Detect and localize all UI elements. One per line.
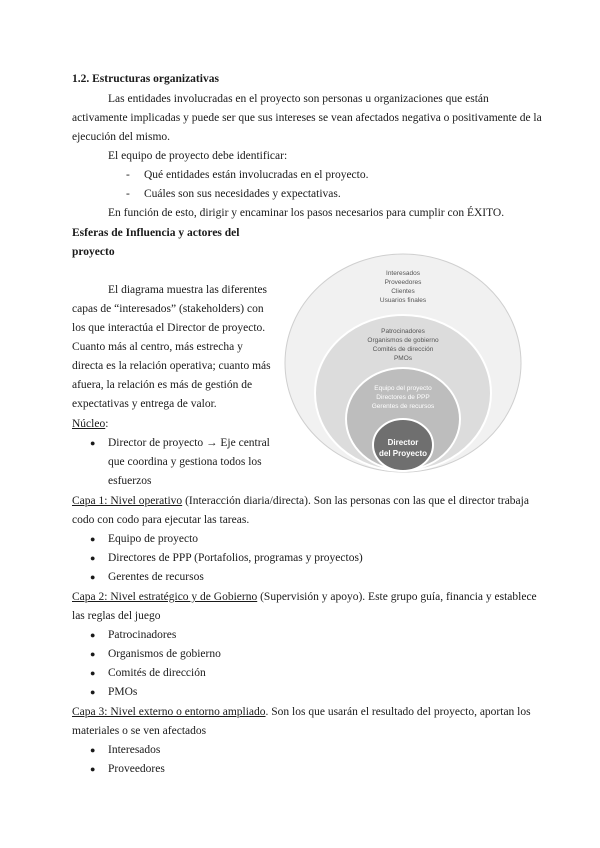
nucleo-item-2: que coordina y gestiona todos los [108, 456, 262, 468]
spheres-body-6: afuera, la relación es más de gestión de [72, 379, 253, 391]
capa-2-item-3: Comités de dirección [108, 667, 206, 679]
capa-2-cont: las reglas del juego [72, 610, 161, 622]
capa-2-label: Capa 2: Nivel estratégico y de Gobierno [72, 591, 258, 603]
operative-label-1: Equipo del proyecto [374, 385, 432, 392]
dash-marker: - [126, 188, 130, 200]
intro-line-2: activamente implicadas y puede ser que sus intereses se vean afectados negativa o positivamente de la [72, 112, 542, 124]
nucleo-label: Núcleo [72, 418, 106, 430]
bullet-dot: ● [90, 438, 96, 448]
bullet-dot: ● [90, 668, 96, 678]
spheres-body-1: El diagrama muestra las diferentes [108, 284, 268, 296]
capa-1-item-2: Directores de PPP (Portafolios, programas y proyectos) [108, 552, 363, 564]
outer-label-3: Clientes [391, 288, 415, 295]
outer-label-4: Usuarios finales [379, 297, 427, 304]
capa-3-item-1: Interesados [108, 744, 161, 756]
closing-text: En función de esto, dirigir y encaminar los pasos necesarios para cumplir con ÉXITO. [108, 207, 505, 219]
capa-2-rest: (Supervisión y apoyo). Este grupo guía, financia y establece [257, 591, 537, 603]
capa-3-rest: . Son los que usarán el resultado del proyecto, aportan los [265, 706, 531, 718]
capa-2-line [72, 590, 537, 604]
spheres-body-7: expectativas y entrega de valor. [72, 398, 217, 410]
bullet-dot: ● [90, 687, 96, 697]
strategic-label-4: PMOs [393, 355, 413, 362]
spheres-body-3: los que interactúa el Director de proyecto. [72, 322, 266, 334]
dash-item-2: Cuáles son sus necesidades y expectativas. [144, 188, 341, 200]
bullet-dot: ● [90, 572, 96, 582]
operative-label-2: Directores de PPP [376, 394, 430, 401]
strategic-label-1: Patrocinadores [381, 328, 425, 335]
capa-3-line [72, 705, 531, 719]
spheres-heading-line-1: Esferas de Influencia y actores del [72, 227, 240, 239]
operative-label-3: Gerentes de recursos [371, 403, 435, 410]
spheres-body-5: directa es la relación operativa; cuanto más [72, 360, 271, 372]
bullet-dot: ● [90, 534, 96, 544]
section-heading: 1.2. Estructuras organizativas [72, 73, 219, 85]
capa-1-item-1: Equipo de proyecto [108, 533, 199, 545]
intro-line-3: ejecución del mismo. [72, 131, 171, 143]
spheres-body-4: Cuanto más al centro, más estrecha y [72, 341, 243, 353]
capa-1-item-3: Gerentes de recursos [108, 571, 204, 583]
spheres-body-2: capas de “interesados” (stakeholders) con [72, 303, 264, 315]
capa-3-item-2: Proveedores [108, 763, 165, 775]
nucleo-heading [72, 417, 108, 431]
capa-3-label: Capa 3: Nivel externo o entorno ampliado [72, 706, 266, 718]
outer-label-1: Interesados [386, 270, 420, 277]
stakeholder-spheres-diagram [283, 252, 523, 474]
capa-1-line [72, 494, 529, 508]
bullet-dot: ● [90, 745, 96, 755]
bullet-dot: ● [90, 764, 96, 774]
team-lead-text: El equipo de proyecto debe identificar: [108, 150, 288, 162]
dash-marker: - [126, 169, 130, 181]
nucleo-item-1: Director de proyecto → Eje central [108, 437, 270, 449]
strategic-label-3: Comités de dirección [372, 346, 434, 353]
capa-1-label: Capa 1: Nivel operativo [72, 495, 183, 507]
capa-2-item-2: Organismos de gobierno [108, 648, 221, 660]
nucleo-item-3: esfuerzos [108, 475, 152, 487]
capa-1-rest: (Interacción diaria/directa). Son las personas con las que el director trabaja [182, 495, 529, 507]
intro-line-1: Las entidades involucradas en el proyecto son personas u organizaciones que están [108, 93, 489, 105]
bullet-dot: ● [90, 630, 96, 640]
dash-item-1: Qué entidades están involucradas en el proyecto. [144, 169, 369, 181]
outer-label-2: Proveedores [384, 279, 422, 286]
nucleo-colon: : [105, 418, 109, 430]
strategic-label-2: Organismos de gobierno [367, 337, 439, 344]
bullet-dot: ● [90, 553, 96, 563]
capa-2-item-4: PMOs [108, 686, 138, 698]
capa-3-cont: materiales o se ven afectados [72, 725, 207, 737]
bullet-dot: ● [90, 649, 96, 659]
capa-1-cont: codo con codo para ejecutar las tareas. [72, 514, 250, 526]
core-label-2: del Proyecto [378, 449, 428, 458]
spheres-heading-line-2: proyecto [72, 246, 115, 258]
capa-2-item-1: Patrocinadores [108, 629, 177, 641]
core-label-1: Director [387, 438, 419, 447]
